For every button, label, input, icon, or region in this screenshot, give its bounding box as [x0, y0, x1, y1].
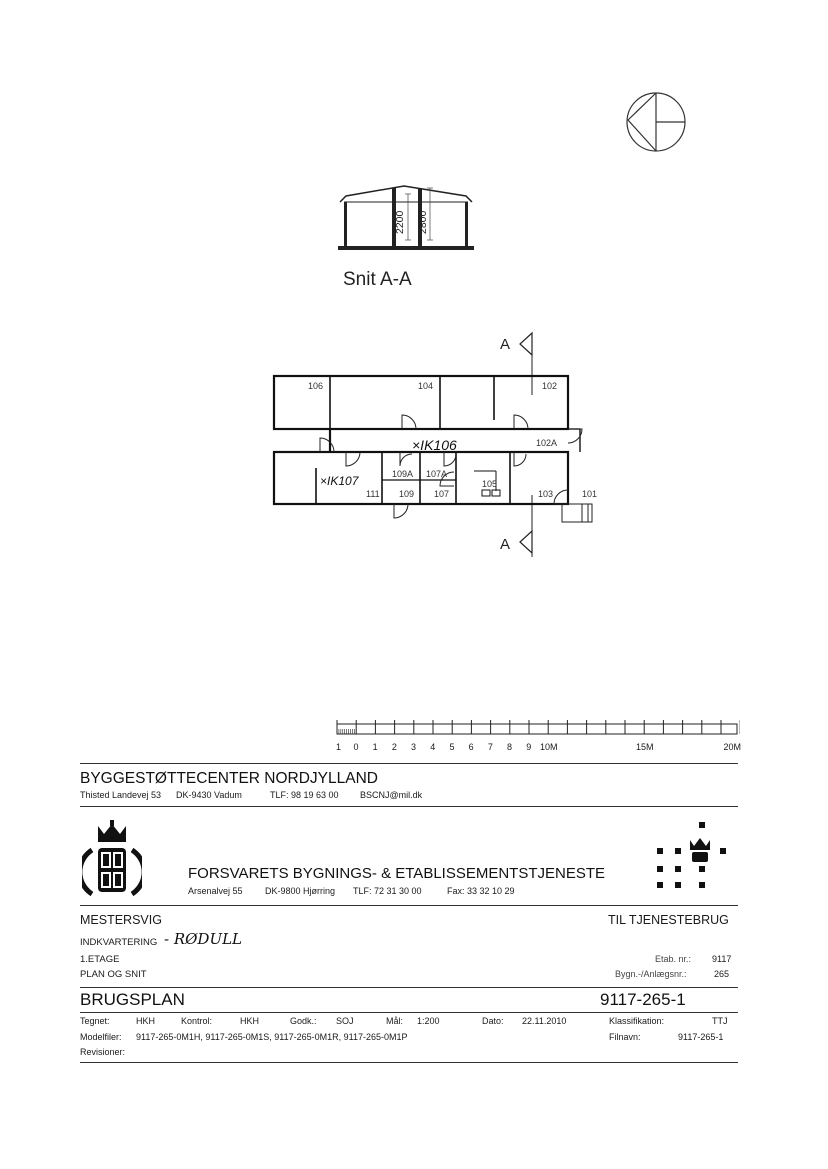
handwritten-ik107: ×IK107 — [320, 474, 359, 488]
scale-bar-label: 20M — [723, 742, 742, 752]
room-104: 104 — [418, 381, 434, 391]
project-line2: 1.ETAGE — [80, 954, 120, 965]
scale-bar-label: 1 — [336, 742, 342, 752]
scale-bar — [336, 720, 740, 760]
north-arrow-icon — [624, 90, 688, 154]
center-email: BSCNJ@mil.dk — [360, 790, 423, 800]
crest-logo-icon — [82, 820, 142, 898]
scale-bar-label: 15M — [635, 742, 654, 752]
room-107: 107 — [434, 489, 450, 499]
klass-value: TTJ — [712, 1016, 728, 1026]
room-109: 109 — [399, 489, 415, 499]
scale-bar-label: 9 — [526, 742, 532, 752]
center-address: Thisted Landevej 53 — [80, 790, 162, 800]
rev-label: Revisioner: — [80, 1047, 126, 1057]
section-drawing — [336, 180, 476, 255]
section-mark-bottom: A — [500, 536, 511, 553]
dato-label: Dato: — [482, 1016, 504, 1026]
project-line3: PLAN OG SNIT — [80, 969, 147, 980]
scale-bar-label: 5 — [449, 742, 455, 752]
room-111: 111 — [366, 489, 380, 499]
agency-postal: DK-9800 Hjørring — [265, 886, 336, 896]
center-phone: TLF: 98 19 63 00 — [270, 790, 339, 800]
project-handwritten: - RØDULL — [164, 930, 243, 948]
project-usage: TIL TJENESTEBRUG — [608, 913, 729, 927]
filnavn-label: Filnavn: — [609, 1032, 641, 1042]
etab-value: 9117 — [712, 954, 732, 964]
room-105: 105 — [482, 479, 498, 489]
godk-value: SOJ — [336, 1016, 354, 1026]
agency-dot-logo-icon — [650, 818, 730, 894]
dato-value: 22.11.2010 — [522, 1016, 567, 1026]
scale-bar-label: 4 — [430, 742, 436, 752]
kontrol-label: Kontrol: — [181, 1016, 213, 1026]
agency-address: Arsenalvej 55 — [188, 886, 243, 896]
handwritten-ik106: ×IK106 — [412, 437, 457, 453]
filnavn-value: 9117-265-1 — [678, 1032, 724, 1042]
model-value: 9117-265-0M1H, 9117-265-0M1S, 9117-265-0M1R, 9117-265-0M1P — [136, 1032, 408, 1042]
scale-bar-label: 7 — [487, 742, 493, 752]
project-line1: INDKVARTERING — [80, 937, 158, 948]
etab-label: Etab. nr.: — [655, 954, 692, 964]
room-103: 103 — [538, 489, 554, 499]
section-mark-top: A — [500, 336, 511, 353]
kontrol-value: HKH — [240, 1016, 260, 1026]
scale-bar-label: 2 — [391, 742, 397, 752]
section-title: Snit A-A — [343, 269, 412, 290]
scale-bar-outline — [337, 724, 737, 734]
tegnet-value: HKH — [136, 1016, 156, 1026]
doc-type: BRUGSPLAN — [80, 990, 185, 1009]
scale-bar-label: 3 — [411, 742, 417, 752]
tegnet-label: Tegnet: — [80, 1016, 110, 1026]
scale-bar-label: 1 — [372, 742, 378, 752]
room-102: 102 — [542, 381, 558, 391]
center-postal: DK-9430 Vadum — [176, 790, 242, 800]
scale-bar-label: 6 — [468, 742, 474, 752]
maal-value: 1:200 — [417, 1016, 440, 1026]
scale-bar-label: 10M — [539, 742, 558, 752]
room-107a: 107A — [426, 469, 448, 479]
maal-label: Mål: — [386, 1016, 404, 1026]
bygn-value: 265 — [714, 969, 730, 979]
agency-name: FORSVARETS BYGNINGS- & ETABLISSEMENTSTJENESTE — [188, 865, 606, 882]
room-101: 101 — [582, 489, 598, 499]
dim-outer: 2800 — [417, 210, 429, 234]
center-name: BYGGESTØTTECENTER NORDJYLLAND — [80, 770, 378, 787]
floor-plan — [268, 325, 608, 565]
godk-label: Godk.: — [290, 1016, 317, 1026]
project-location: MESTERSVIG — [80, 913, 162, 927]
agency-fax: Fax: 33 32 10 29 — [447, 886, 515, 896]
bygn-label: Bygn.-/Anlægsnr.: — [615, 969, 687, 979]
scale-bar-label: 0 — [353, 742, 359, 752]
room-109a: 109A — [392, 469, 414, 479]
room-102a: 102A — [536, 438, 558, 448]
model-label: Modelfiler: — [80, 1032, 122, 1042]
dim-inner: 2200 — [394, 210, 406, 234]
doc-number: 9117-265-1 — [600, 990, 686, 1009]
scale-bar-label: 8 — [507, 742, 513, 752]
klass-label: Klassifikation: — [609, 1016, 665, 1026]
agency-phone: TLF: 72 31 30 00 — [353, 886, 422, 896]
room-106: 106 — [308, 381, 324, 391]
scale-bar-ticks — [336, 720, 740, 742]
